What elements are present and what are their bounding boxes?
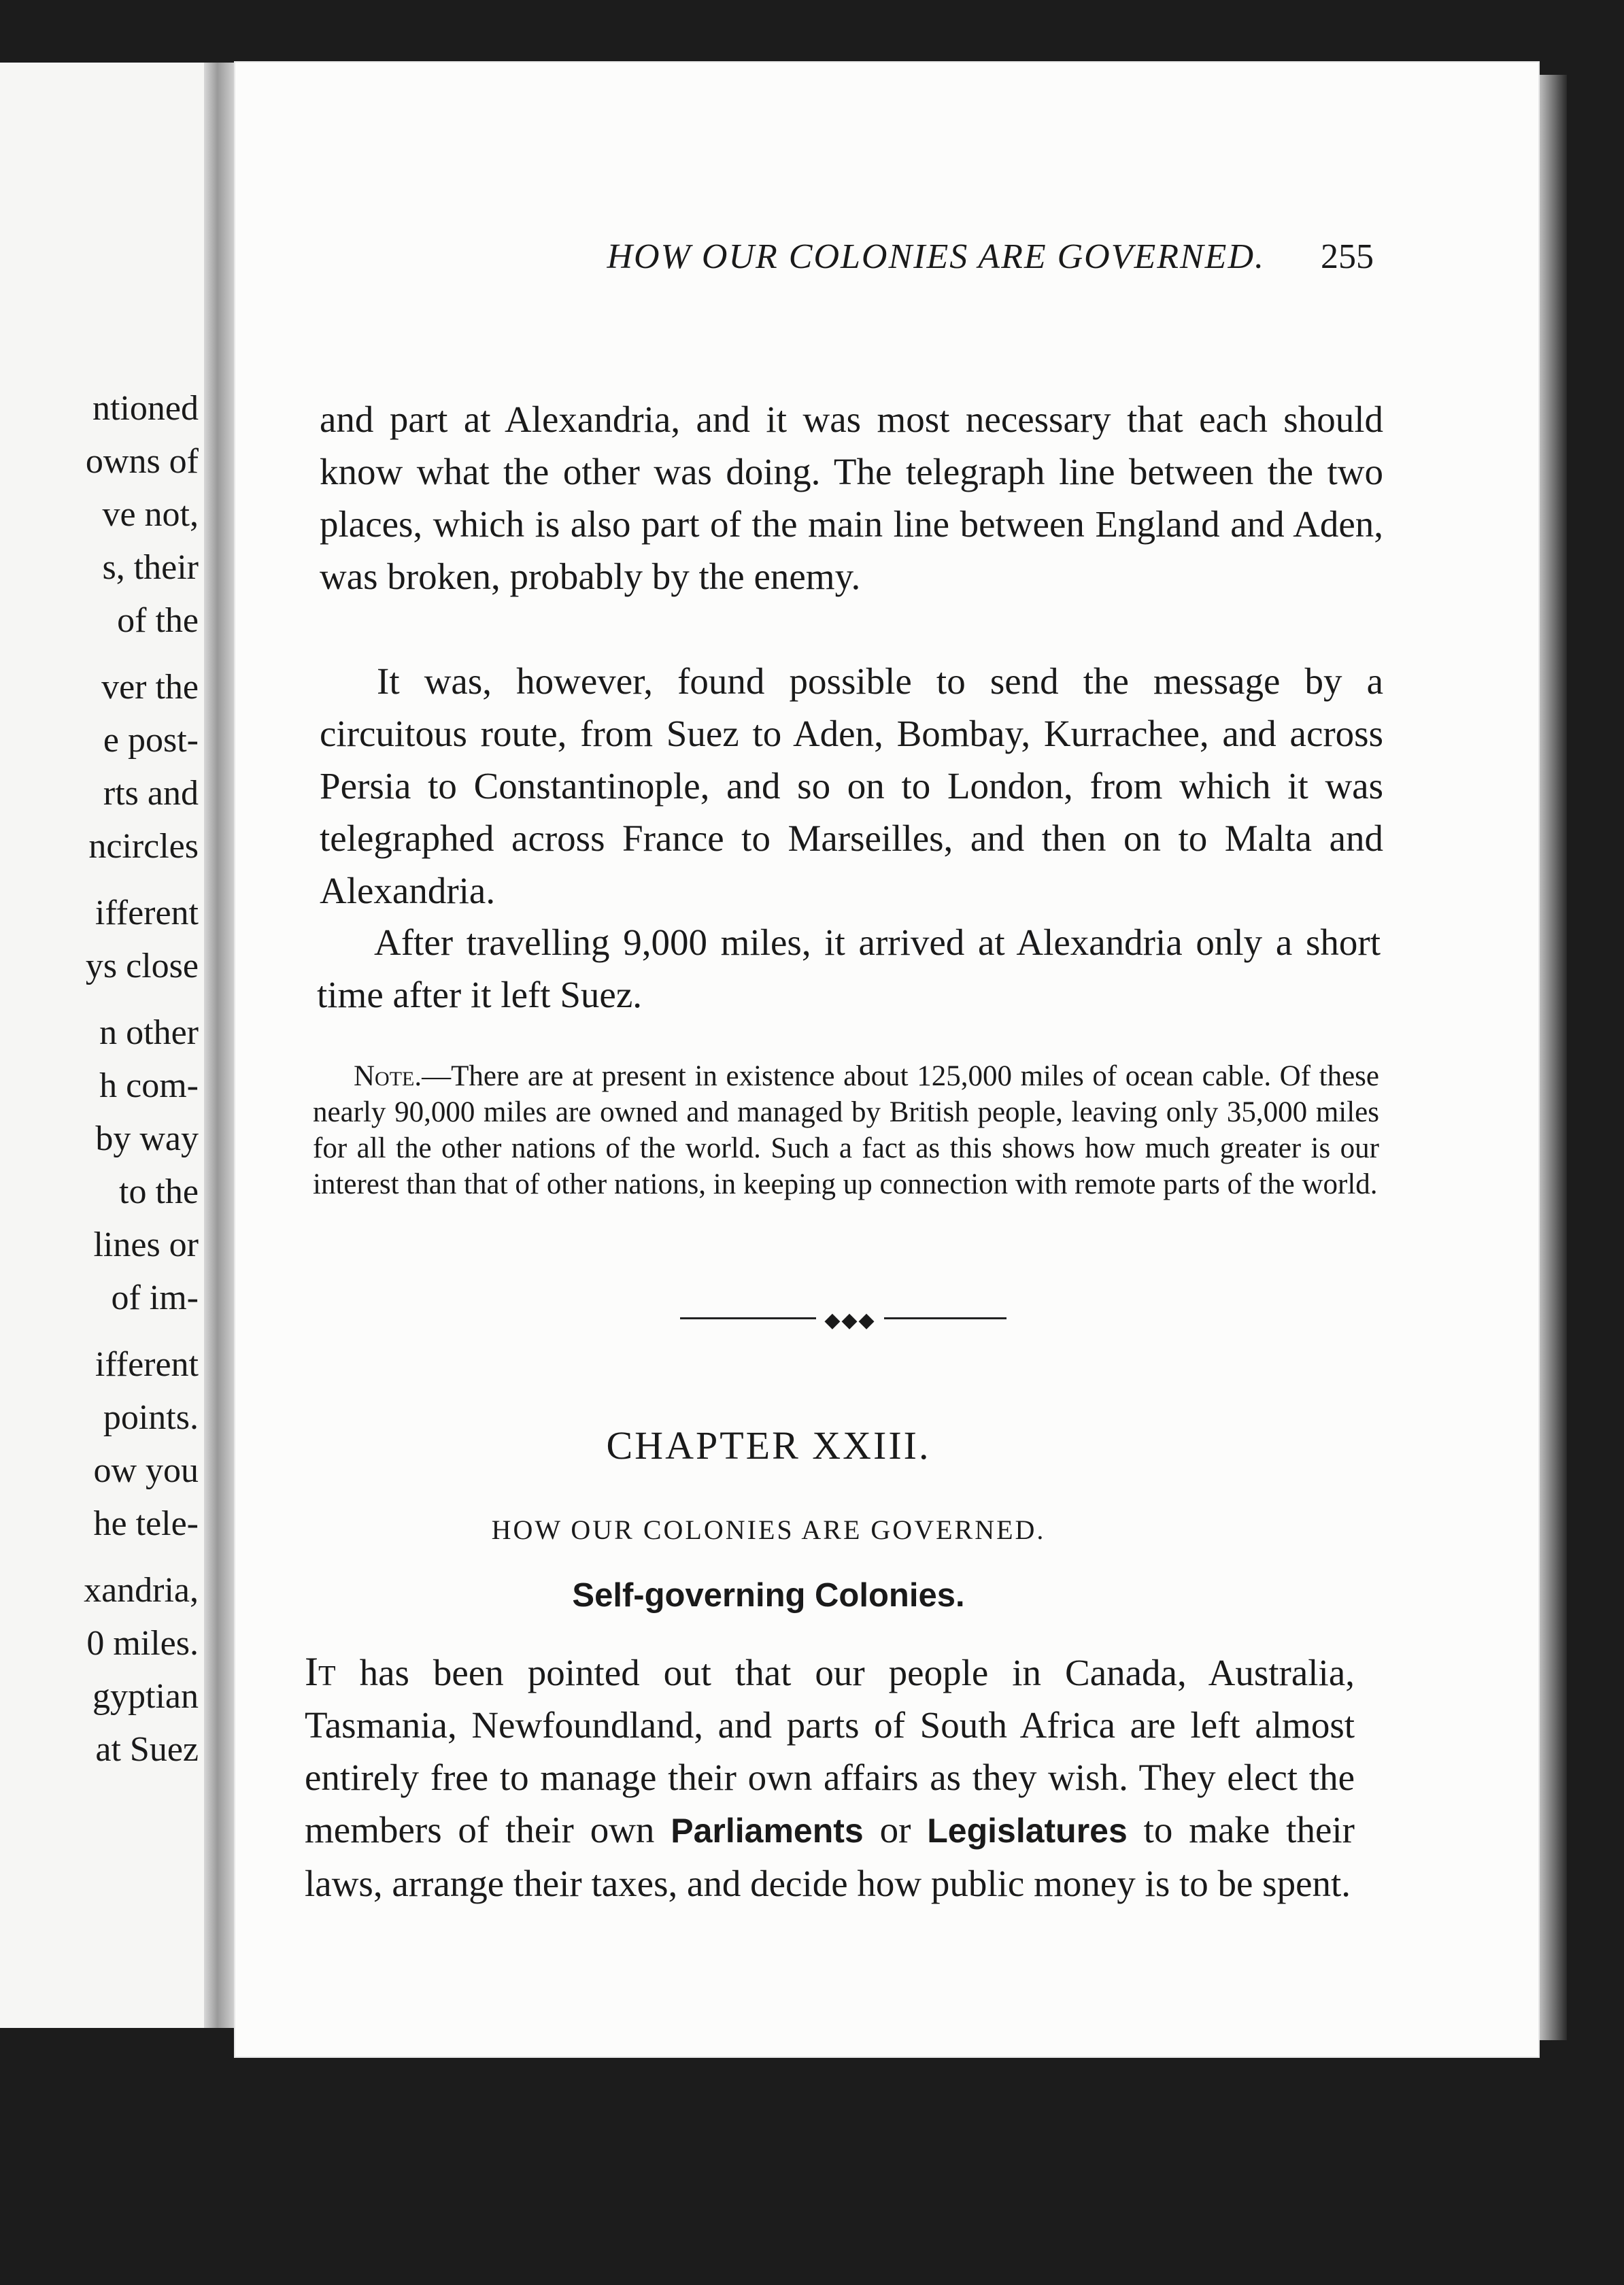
left-page-line: to the (119, 1172, 199, 1211)
paragraph-3-text: After travelling 9,000 miles, it arrived at Alexandria only a short time after it left Suez. (317, 921, 1381, 1015)
left-line-gap (0, 1551, 199, 1564)
left-page-line: ntioned (92, 389, 199, 428)
paragraph-2-text: It was, however, found possible to send the message by a circuitous route, from Suez to Aden, Bombay, Kurrachee, and across Persia to Constantinople, and so on to London, from which it was telegraphed across France to Marseilles, and then on to Malta and Alexandria. (320, 660, 1383, 911)
left-page-line: ys close (85, 947, 199, 985)
keyword-legislatures: Legislatures (927, 1812, 1128, 1850)
paragraph-4 (305, 1646, 1355, 1910)
left-page-line: of im- (111, 1279, 199, 1317)
left-page-line: e post- (103, 721, 199, 760)
left-page-line: rts and (103, 774, 199, 813)
left-page-line: 0 miles. (86, 1624, 199, 1663)
keyword-parliaments: Parliaments (671, 1812, 864, 1850)
ornament-line-right (884, 1317, 1006, 1319)
left-page-line: s, their (102, 548, 199, 587)
left-page-line: ifferent (95, 894, 199, 932)
left-page-line: by way (95, 1119, 199, 1158)
section-ornament (680, 1304, 1020, 1332)
paragraph-1-text: and part at Alexandria, and it was most necessary that each should know what the other was doing. The telegraph line between the two places, which is also part of the main line between England and Aden, was broken, probably by the enemy. (320, 399, 1383, 597)
left-page-line: n other (99, 1013, 199, 1052)
page-edge-shadow (1540, 75, 1567, 2040)
left-page-line: he tele- (93, 1504, 199, 1543)
footnote (313, 1058, 1379, 1202)
note-text: —There are at present in existence about 125,000 miles of ocean cable. Of these nearly 90,000 miles are owned and managed by British people, leaving only 35,000 miles for all the other nations of the world. Such a fact as this shows how much greater is our interest than that of other nations, in keeping up connection with remote parts of the world. (313, 1060, 1379, 1200)
left-page-line: ifferent (95, 1345, 199, 1384)
left-page-line: owns of (85, 442, 199, 481)
paragraph-1 (320, 393, 1383, 603)
left-page-line: of the (117, 601, 199, 640)
left-line-gap (0, 1325, 199, 1338)
drop-cap: It (305, 1649, 336, 1694)
diamond-ornament-icon: ◆◆◆ (824, 1309, 876, 1332)
left-line-gap (0, 873, 199, 887)
left-page-line: ve not, (102, 495, 199, 534)
left-line-gap (0, 647, 199, 661)
paragraph-2 (320, 655, 1383, 917)
paragraph-4-text: It has been pointed out that our people in Canada, Australia, Tasmania, Newfoundland, and parts of South Africa are left almost entirely free to manage their own affairs as they wish. They elect the members of their own Parliaments or Legislatures to make their laws, arrange their taxes, and decide how public money is to be spent. (305, 1649, 1355, 1904)
left-page-line: xandria, (84, 1571, 199, 1610)
left-page-line: lines or (93, 1225, 199, 1264)
note-label: Note. (354, 1060, 422, 1092)
section-heading: Self-governing Colonies. (572, 1577, 965, 1614)
running-title: HOW OUR COLONIES ARE GOVERNED. (607, 237, 1265, 276)
left-page (0, 63, 204, 2028)
left-page-line: points. (103, 1398, 199, 1437)
left-page-line: gyptian (92, 1677, 199, 1716)
ornament-line-left (680, 1317, 816, 1319)
left-page-line: h com- (99, 1066, 199, 1105)
left-page-line: at Suez (95, 1730, 199, 1769)
left-page-line: ow you (93, 1451, 199, 1490)
chapter-title: HOW OUR COLONIES ARE GOVERNED. (491, 1514, 1046, 1545)
left-line-gap (0, 993, 199, 1006)
left-page-line: ver the (101, 668, 199, 707)
book-gutter (204, 63, 234, 2028)
paragraph-3 (317, 916, 1381, 1021)
left-page-text (0, 382, 199, 1776)
page-number: 255 (1321, 237, 1374, 276)
left-page-line: ncircles (88, 827, 199, 866)
running-header (204, 237, 1374, 284)
chapter-heading: CHAPTER XXIII. (606, 1423, 931, 1468)
